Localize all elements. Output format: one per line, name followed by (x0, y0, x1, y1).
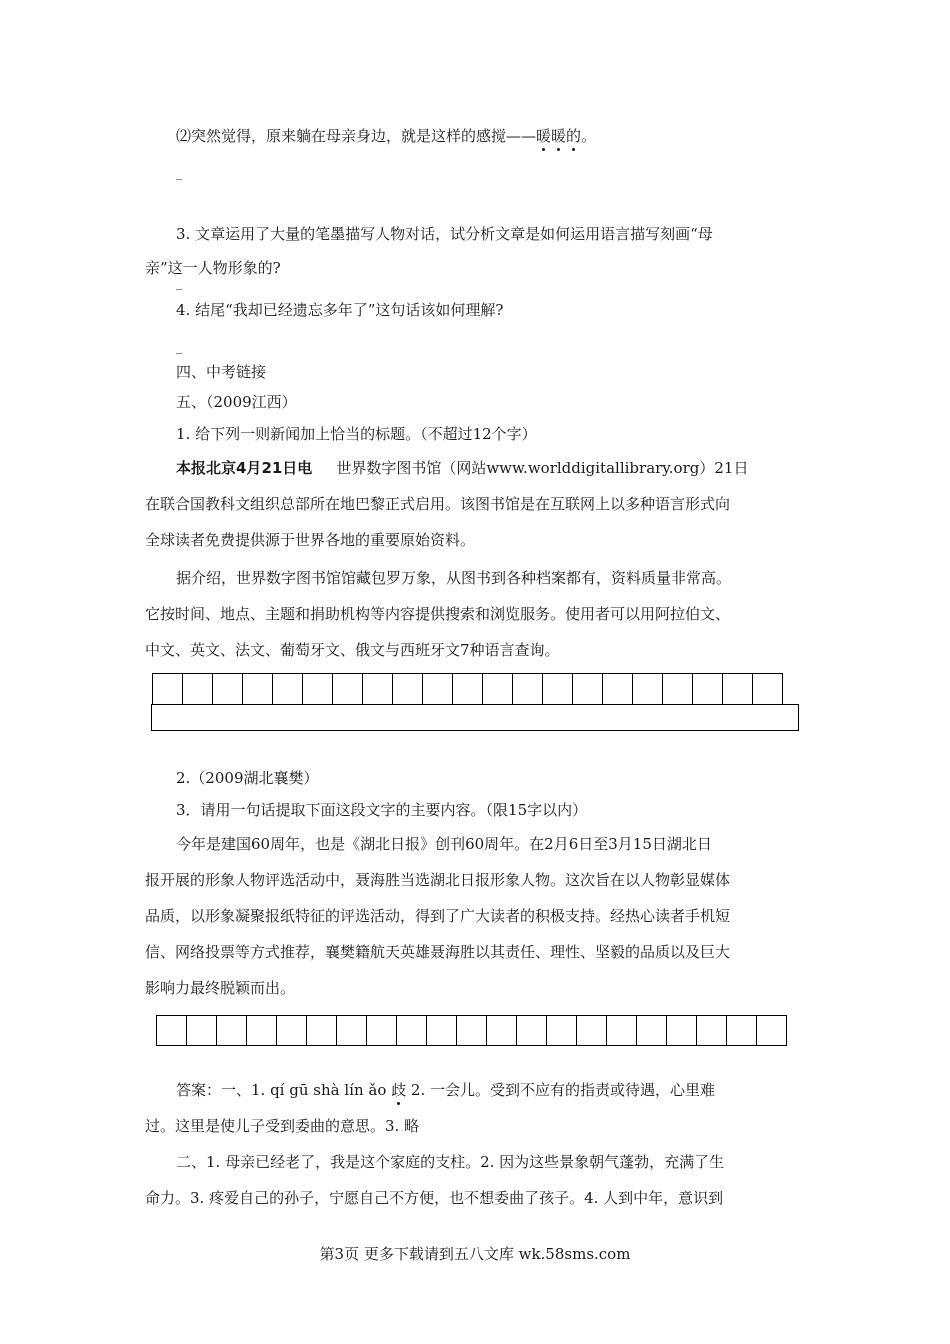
grid-cell (516, 1015, 547, 1046)
grid-cell (576, 1015, 607, 1046)
q4-line: 4. 结尾“我却已经遗忘多年了”这句话该如何理解? (176, 301, 504, 319)
s5-q2: 2.（2009湖北襄樊） (176, 769, 319, 787)
news2-line-2: 报开展的形象人物评选活动中，聂海胜当选湖北日报形象人物。这次旨在以人物彰显媒体 (145, 871, 731, 889)
grid-cell (512, 673, 543, 705)
grid-cell (246, 1015, 277, 1046)
grid-cell (722, 673, 753, 705)
grid-cell (456, 1015, 487, 1046)
grid-cell (632, 673, 663, 705)
page-footer: 第3页 更多下载请到五八文库 wk.58sms.com (319, 1245, 631, 1263)
answer-1-rest: 2. 一会儿。受到不应有的指责或待遇，心里难 (406, 1081, 715, 1099)
section-five-heading: 五、（2009江西） (176, 393, 297, 411)
answer-line-3: 二、1. 母亲已经老了，我是这个家庭的支柱。2. 因为这些景象朝气蓬勃，充满了生 (176, 1153, 725, 1171)
grid-cell (272, 673, 303, 705)
news2-line-3: 品质，以形象凝聚报纸特征的评选活动，得到了广大读者的积极支持。经热心读者手机短 (145, 907, 731, 925)
emphasis-char: 暖 (551, 127, 567, 145)
grid-cell (302, 673, 333, 705)
grid-cell (216, 1015, 247, 1046)
news2-line-1: 今年是建国60周年，也是《湖北日报》创刊60周年。在2月6日至3月15日湖北日 (176, 835, 712, 853)
grid-cell (546, 1015, 577, 1046)
emphasis-char: 歧 (391, 1081, 407, 1099)
grid-cell (666, 1015, 697, 1046)
grid-cell (332, 673, 363, 705)
news1-line-6: 中文、英文、法文、葡萄牙文、俄文与西班牙文7种语言查询。 (145, 641, 560, 659)
news1-line-5: 它按时间、地点、主题和捐助机构等内容提供搜索和浏览服务。使用者可以用阿拉伯文、 (145, 605, 731, 623)
grid-cell (276, 1015, 307, 1046)
q3-line-1: 3. 文章运用了大量的笔墨描写人物对话，试分析文章是如何运用语言描写刻画“母 (176, 225, 713, 243)
q2-sub2-prefix: ⑵突然觉得，原来躺在母亲身边，就是这样的感搅—— (176, 127, 537, 145)
grid-cell (572, 673, 603, 705)
grid-cell (212, 673, 243, 705)
emphasis-char: 的 (566, 127, 582, 145)
answer-line-2: 过。这里是使儿子受到委曲的意思。3. 略 (145, 1117, 420, 1135)
answer-blank: _ (176, 166, 183, 181)
grid-cell (486, 1015, 517, 1046)
news1-line-3: 全球读者免费提供源于世界各地的重要原始资料。 (145, 531, 476, 549)
grid-cell (726, 1015, 757, 1046)
grid-cell (336, 1015, 367, 1046)
section-four-heading: 四、中考链接 (176, 363, 267, 381)
q3-line-2: 亲”这一人物形象的? (145, 259, 281, 277)
grid-cell (696, 1015, 727, 1046)
answer-grid (156, 1015, 787, 1046)
answer-1-prefix: 答案：一、1. qí gū shà lín ǎo (176, 1081, 392, 1099)
answer-blank: _ (176, 340, 183, 355)
emphasis-char: 暖 (536, 127, 552, 145)
news2-line-5: 影响力最终脱颖而出。 (145, 979, 296, 997)
answer-line-4: 命力。3. 疼爱自己的孙子，宁愿自己不方便，也不想委曲了孩子。4. 人到中年，意识到 (145, 1189, 724, 1207)
s5-q1: 1. 给下列一则新闻加上恰当的标题。（不超过12个字） (176, 425, 537, 443)
news1-line-2: 在联合国教科文组织总部所在地巴黎正式启用。该图书馆是在互联网上以多种语言形式向 (145, 495, 731, 513)
news1-line-1 (176, 458, 748, 478)
grid-cell (362, 673, 393, 705)
grid-cell (152, 673, 183, 705)
answer-blank: _ (176, 276, 183, 291)
answer-box-wide (151, 704, 799, 731)
grid-cell (156, 1015, 187, 1046)
grid-cell (422, 673, 453, 705)
grid-cell (542, 673, 573, 705)
grid-cell (482, 673, 513, 705)
grid-cell (306, 1015, 337, 1046)
grid-cell (366, 1015, 397, 1046)
news1-line-1-text: 世界数字图书馆（网站www.worlddigitallibrary.org）21日 (336, 459, 749, 477)
grid-cell (752, 673, 783, 705)
grid-cell (242, 673, 273, 705)
s5-q3: 3．请用一句话提取下面这段文字的主要内容。（限15字以内） (176, 801, 588, 819)
q2-sub2-suffix: 。 (581, 127, 597, 145)
grid-cell (662, 673, 693, 705)
grid-cell (426, 1015, 457, 1046)
grid-cell (756, 1015, 787, 1046)
news2-line-4: 信、网络投票等方式推荐，襄樊籍航天英雄聂海胜以其责任、理性、坚毅的品质以及巨大 (145, 943, 731, 961)
q2-sub2-line (176, 126, 596, 146)
grid-cell (186, 1015, 217, 1046)
grid-cell (452, 673, 483, 705)
grid-cell (606, 1015, 637, 1046)
grid-cell (392, 673, 423, 705)
answer-grid (152, 673, 783, 705)
grid-cell (636, 1015, 667, 1046)
grid-cell (602, 673, 633, 705)
grid-cell (396, 1015, 427, 1046)
grid-cell (692, 673, 723, 705)
grid-cell (182, 673, 213, 705)
answer-line-1 (176, 1080, 715, 1100)
news1-line-4: 据介绍，世界数字图书馆馆藏包罗万象，从图书到各种档案都有，资料质量非常高。 (176, 569, 732, 587)
news-dateline: 本报北京4月21日电 (176, 459, 313, 477)
